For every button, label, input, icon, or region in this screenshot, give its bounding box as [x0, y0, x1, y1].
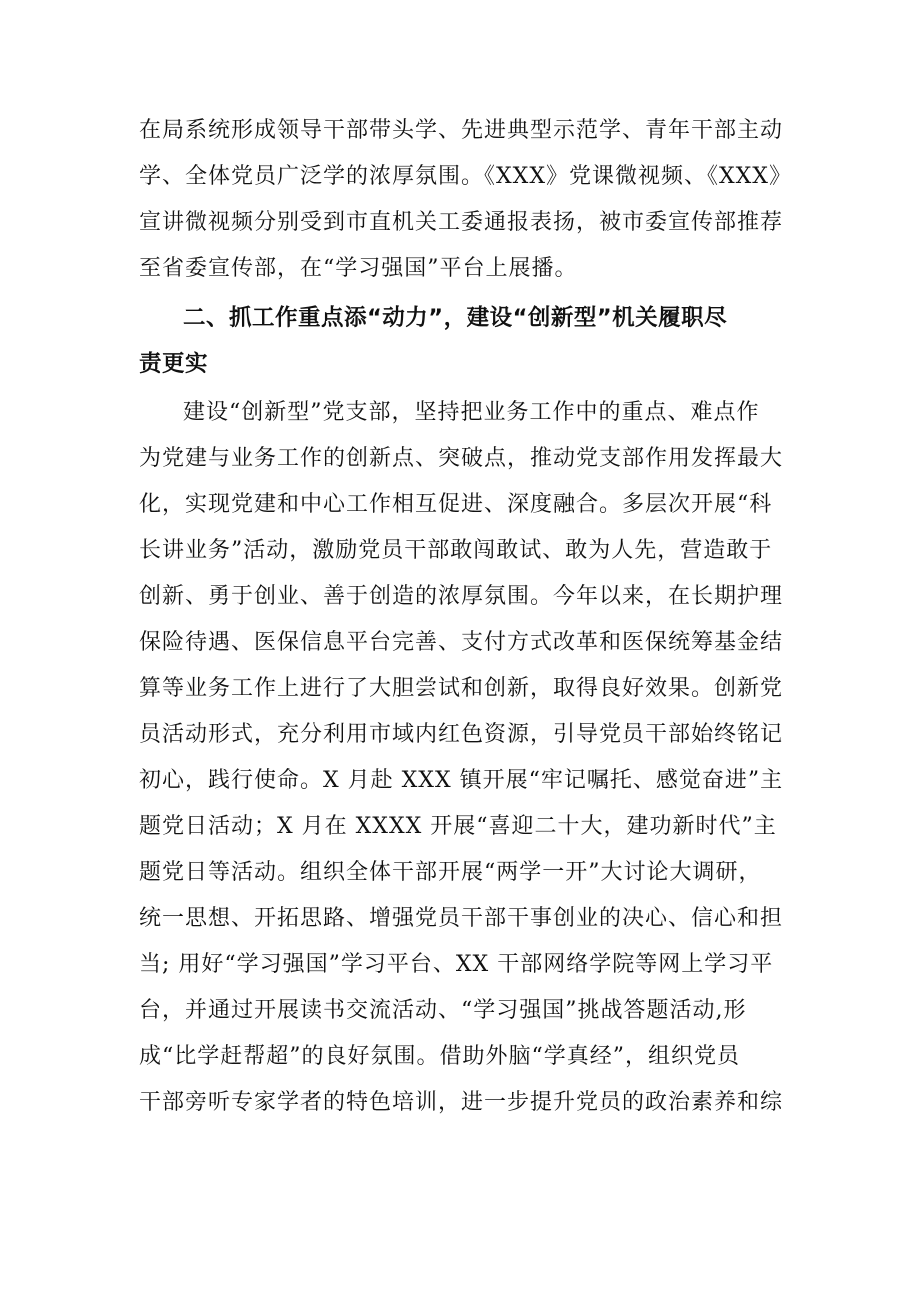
paragraph-continuation	[139, 108, 811, 292]
text-line: 成“比学赶帮超”的良好氛围。借助外脑“学真经”，组织党员	[139, 1044, 740, 1069]
section-heading	[139, 295, 811, 387]
text-line: 题党日等活动。组织全体干部开展“两学一开”大讨论大调研，	[139, 860, 762, 885]
heading-line: 二、抓工作重点添“动力”，建设“创新型”机关履职尽	[183, 305, 728, 331]
text-line: 化，实现党建和中心工作相互促进、深度融合。多层次开展“科	[139, 492, 773, 517]
document-body	[139, 108, 811, 1126]
text-line: 初心，践行使命。X 月赴 XXX 镇开展“牢记嘱托、感觉奋进”主	[139, 768, 784, 793]
text-line: 员活动形式，充分利用市域内红色资源，引导党员干部始终铭记	[139, 722, 784, 747]
heading-line: 责更实	[139, 351, 209, 377]
text-line: 至省委宣传部，在“学习强国”平台上展播。	[139, 256, 578, 281]
text-line: 宣讲微视频分别受到市直机关工委通报表扬，被市委宣传部推荐	[139, 210, 784, 235]
text-line: 算等业务工作上进行了大胆尝试和创新，取得良好效果。创新党	[139, 676, 784, 701]
text-line: 保险待遇、医保信息平台完善、支付方式改革和医保统筹基金结	[139, 630, 784, 655]
text-line: 台，并通过开展读书交流活动、“学习强国”挑战答题活动,形	[139, 998, 747, 1023]
text-line: 统一思想、开拓思路、增强党员干部干事创业的决心、信心和担	[139, 906, 784, 931]
text-line: 当; 用好“学习强国”学习平台、XX 干部网络学院等网上学习平	[139, 952, 774, 977]
text-line: 长讲业务”活动，激励党员干部敢闯敢试、敢为人先，营造敢于	[139, 538, 773, 563]
text-line: 为党建与业务工作的创新点、突破点，推动党支部作用发挥最大	[139, 446, 784, 471]
text-line: 建设“创新型”党支部，坚持把业务工作中的重点、难点作	[183, 400, 760, 425]
text-line: 题党日活动；X 月在 XXXX 开展“喜迎二十大，建功新时代”主	[139, 814, 777, 839]
text-line: 学、全体党员广泛学的浓厚氛围。《XXX》党课微视频、《XXX》	[139, 164, 792, 189]
text-line: 在局系统形成领导干部带头学、先进典型示范学、青年干部主动	[139, 118, 784, 143]
body-paragraph	[139, 390, 811, 1126]
text-line: 干部旁听专家学者的特色培训，进一步提升党员的政治素养和综	[139, 1090, 784, 1115]
text-line: 创新、勇于创业、善于创造的浓厚氛围。今年以来，在长期护理	[139, 584, 784, 609]
